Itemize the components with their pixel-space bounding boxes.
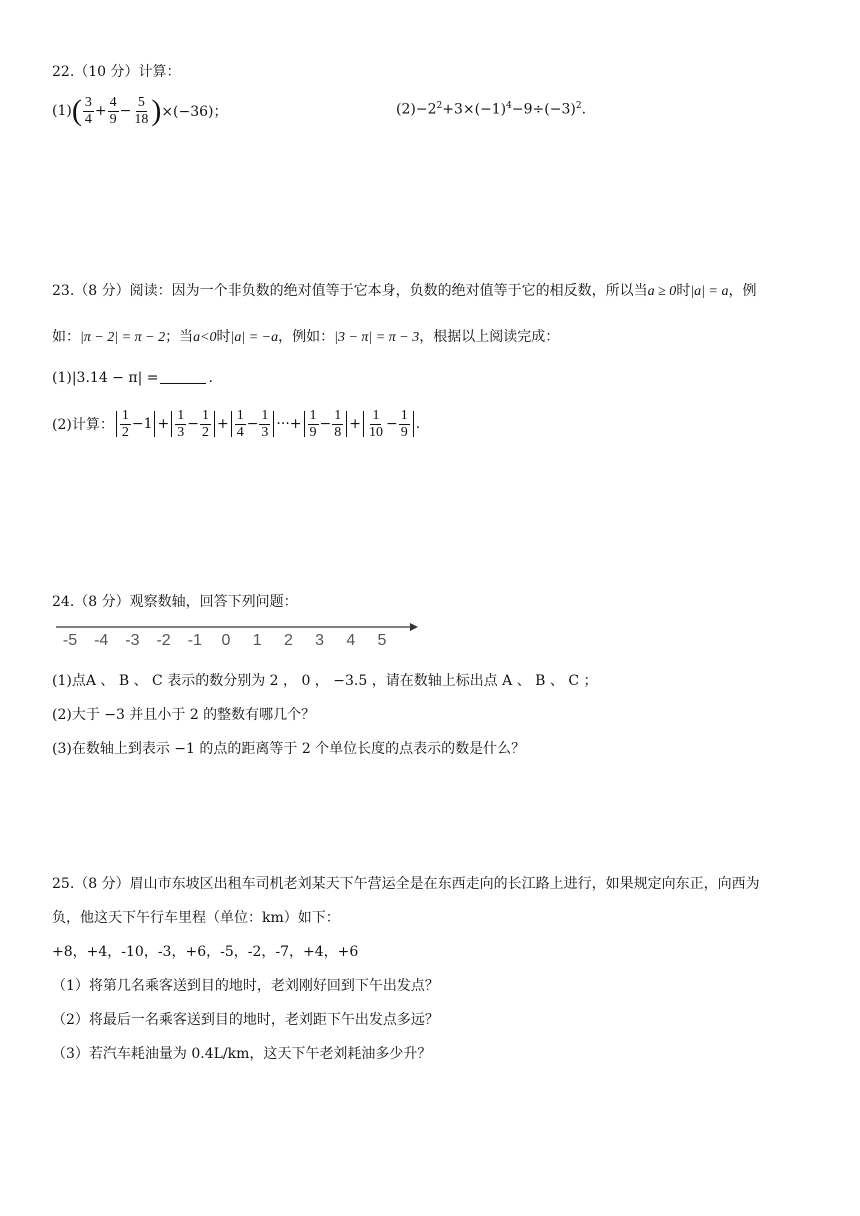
fraction: $\frac{4}{9}$ — [109, 95, 117, 127]
q22-part1: (1) ( $\frac{3}{4}$ + $\frac{4}{9}$ − $\frac{5}{18}$ ) ×(−36)； — [52, 94, 228, 127]
q24-header: 24.（8 分）观察数轴，回答下列问题： — [52, 594, 298, 610]
fraction: $\frac{1}{2}$ — [201, 408, 209, 440]
q24-part2: (2)大于 −3 并且小于 2 的整数有哪几个？ — [52, 707, 316, 723]
fraction: $\frac{1}{2}$ — [121, 408, 129, 440]
q23-line2: 如：|π − 2| = π − 2；当a<0时|a| = −a，例如：|3 − π| = π − 3，根据以上阅读完成： — [52, 329, 560, 345]
q23-line1: 23.（8 分）阅读：因为一个非负数的绝对值等于它本身，负数的绝对值等于它的相反数，所以当a ≥ 0时|a| = a，例 — [52, 283, 757, 299]
axis-tick-label: 2 — [283, 632, 293, 649]
axis-tick-label: 5 — [377, 632, 387, 649]
answer-blank — [160, 383, 206, 384]
q25-line2: 负，他这天下午行车里程（单位：km）如下： — [52, 910, 340, 926]
q25-line3: +8，+4，-10，-3，+6，-5，-2，-7，+4，+6 — [52, 944, 359, 960]
q22-part2: $(2)-2^2+3\times(-1)^4-9\div(-3)^2$. — [396, 101, 587, 118]
fraction: $\frac{1}{3}$ — [261, 408, 269, 440]
axis-tick-label: -1 — [187, 632, 202, 649]
axis-tick-label: 3 — [315, 632, 325, 649]
q25-part3: （3）若汽车耗油量为 0.4L/km，这天下午老刘耗油多少升？ — [52, 1046, 432, 1062]
q23-part1: (1)|3.14 − π| = . — [52, 370, 213, 386]
fraction: $\frac{1}{3}$ — [177, 408, 185, 440]
fraction: $\frac{1}{4}$ — [236, 408, 244, 440]
fraction: $\frac{1}{9}$ — [400, 408, 408, 440]
axis-tick-label: 4 — [346, 632, 356, 649]
q25-part1: （1）将第几名乘客送到目的地时，老刘刚好回到下午出发点？ — [52, 978, 439, 994]
fraction: $\frac{1}{8}$ — [334, 408, 342, 440]
q23-part2: (2)计算： $\frac{1}{2}$ −1 + $\frac{1}{3}$ − $\frac{1}{2}$ + $\frac{1}{4}$ − $\frac{1}{3}$ ··· + $\frac{1}{9}$ − $\frac{1}{8}$ + $\frac{1}{10}$ − $\frac{1}{9}$ . — [52, 408, 421, 440]
axis-tick-label: 0 — [221, 632, 231, 649]
axis-tick-label: 1 — [252, 632, 262, 649]
fraction: $\frac{1}{9}$ — [309, 408, 317, 440]
axis-tick-label: -3 — [125, 632, 140, 649]
q22-header: 22.（10 分）计算： — [52, 64, 181, 80]
fraction: $\frac{5}{18}$ — [134, 95, 149, 127]
q22-p1-tail: ×(−36)； — [161, 104, 228, 120]
fraction: $\frac{3}{4}$ — [84, 95, 92, 127]
q25-part2: （2）将最后一名乘客送到目的地时，老刘距下午出发点多远？ — [52, 1012, 439, 1028]
q22-p1-label: (1) — [52, 103, 72, 119]
q24-part1: (1)点A 、 B 、 C 表示的数分别为 2 ， 0 ， −3.5 ，请在数轴上标出点 A 、 B 、 C ； — [52, 673, 598, 689]
number-line — [52, 622, 422, 650]
axis-tick-label: -2 — [156, 632, 171, 649]
fraction: $\frac{1}{10}$ — [368, 408, 383, 440]
axis-arrow — [410, 623, 418, 631]
q24-part3: (3)在数轴上到表示 −1 的点的距离等于 2 个单位长度的点表示的数是什么？ — [52, 741, 526, 757]
axis-tick-label: -4 — [94, 632, 109, 649]
axis-tick-label: -5 — [62, 632, 78, 649]
q25-line1: 25.（8 分）眉山市东坡区出租车司机老刘某天下午营运全是在东西走向的长江路上进行，如果规定向东正，向西为 — [52, 876, 760, 892]
